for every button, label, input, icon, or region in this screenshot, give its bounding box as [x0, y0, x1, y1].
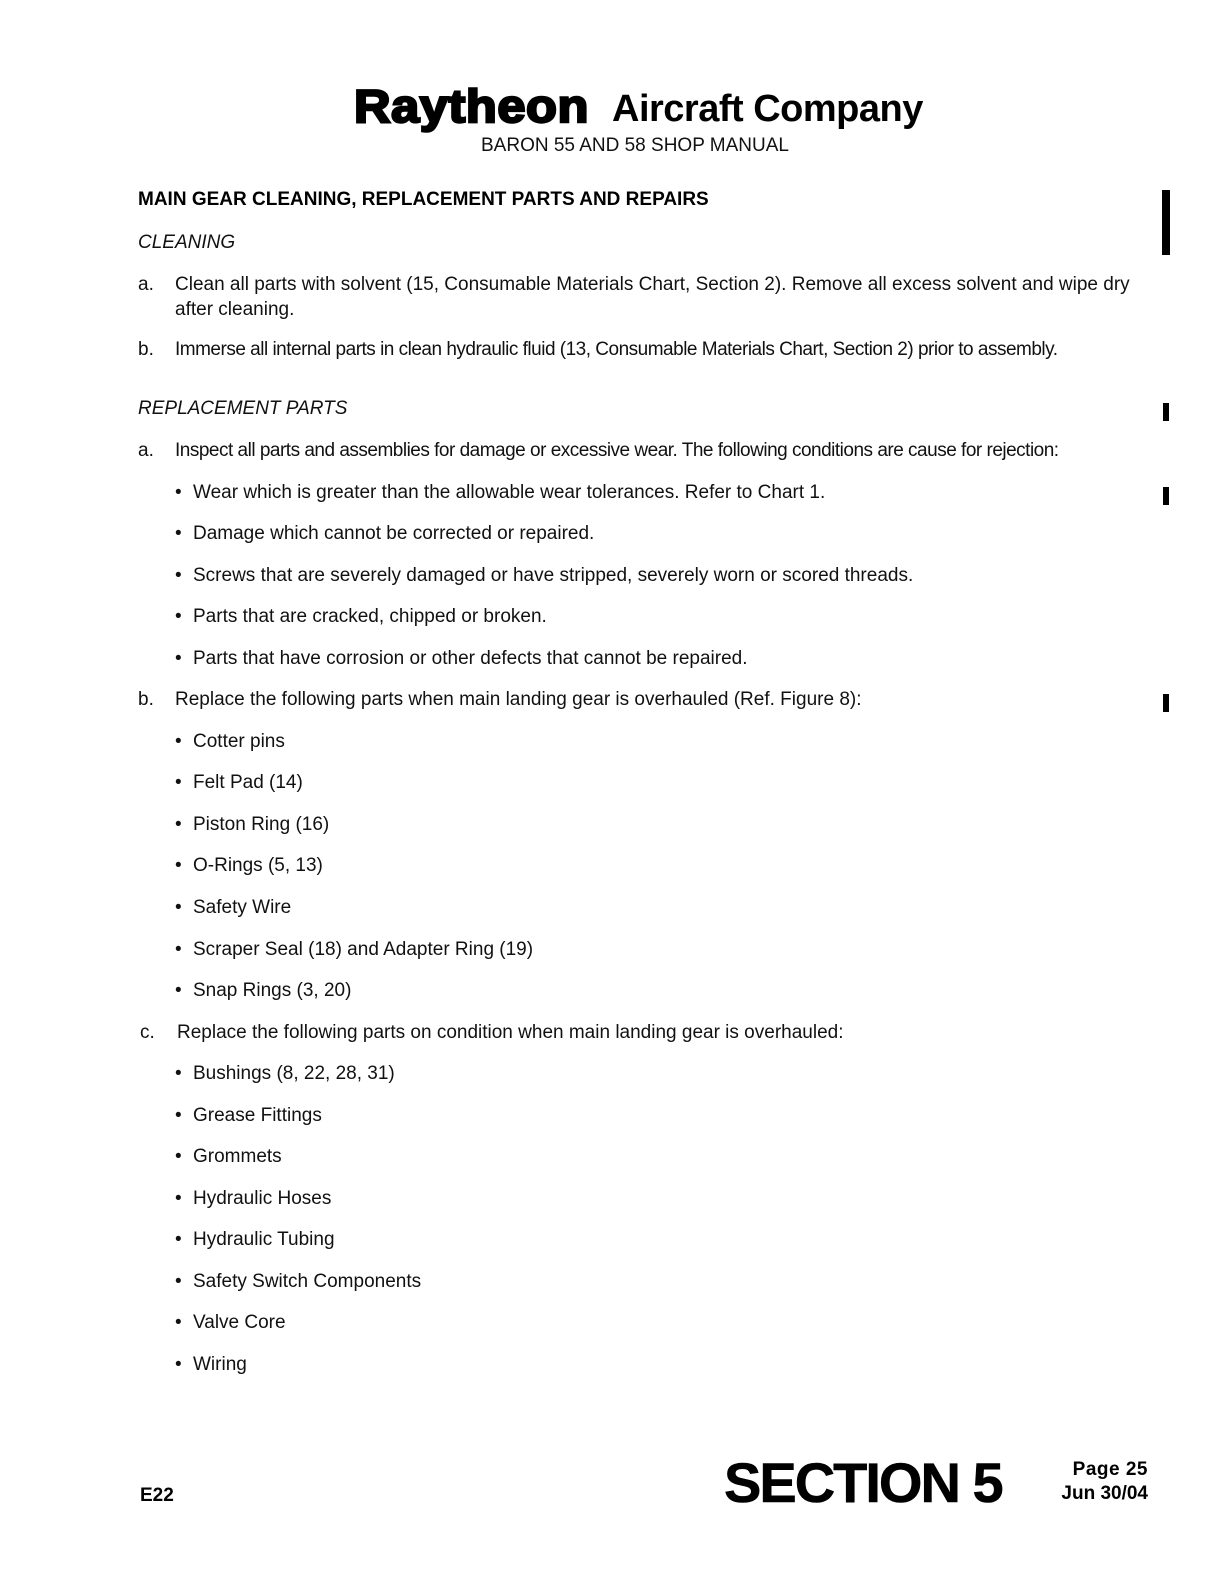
- step-marker: b.: [138, 339, 154, 360]
- list-item-text: • Bushings (8, 22, 28, 31): [193, 1063, 395, 1085]
- list-item-text: • Cotter pins: [193, 730, 285, 752]
- company-name: Aircraft Company: [612, 88, 923, 130]
- list-item-text: • Damage which cannot be corrected or repaired.: [193, 523, 595, 545]
- list-item-text: • Piston Ring (16): [193, 813, 330, 835]
- replacement-step-c: [0, 1021, 1220, 1063]
- list-item: [0, 564, 1220, 606]
- step-marker: a.: [138, 274, 154, 295]
- list-item: [0, 979, 1220, 1021]
- list-item: [0, 1062, 1220, 1104]
- list-item: [0, 605, 1220, 647]
- list-item-text: • Parts that are cracked, chipped or broken.: [193, 606, 547, 628]
- list-item-text: • Hydraulic Hoses: [193, 1187, 332, 1209]
- list-item: [0, 647, 1220, 689]
- raytheon-logo: Raytheon: [354, 80, 589, 132]
- list-item: [0, 771, 1220, 813]
- cleaning-heading: CLEANING: [138, 232, 236, 253]
- list-item-text: • Scraper Seal (18) and Adapter Ring (19): [193, 938, 534, 960]
- list-item-text: • Wear which is greater than the allowable wear tolerances. Refer to Chart 1.: [193, 481, 826, 503]
- list-item: [0, 813, 1220, 855]
- replacement-step-a: [0, 439, 1220, 481]
- step-text: Replace the following parts when main landing gear is overhauled (Ref. Figure 8):: [175, 689, 862, 711]
- step-text: Clean all parts with solvent (15, Consumable Materials Chart, Section 2). Remove all excess solvent and wipe dry after cleaning.: [175, 274, 1130, 320]
- revision-bar: [1162, 190, 1170, 255]
- list-item-text: • Wiring: [193, 1354, 247, 1376]
- replacement-step-b: [0, 688, 1220, 730]
- list-item: [0, 1228, 1220, 1270]
- list-item: [0, 522, 1220, 564]
- list-item-text: • Hydraulic Tubing: [193, 1229, 335, 1251]
- list-item-text: • Safety Switch Components: [193, 1270, 422, 1292]
- step-marker: c.: [140, 1021, 155, 1043]
- manual-title: BARON 55 AND 58 SHOP MANUAL: [481, 135, 789, 156]
- list-item-text: • Safety Wire: [193, 897, 292, 919]
- document-code: E22: [140, 1485, 174, 1506]
- step-marker: a.: [138, 440, 154, 461]
- list-item-text: • Valve Core: [193, 1312, 286, 1334]
- list-item-text: • O-Rings (5, 13): [193, 855, 323, 877]
- list-item: [0, 854, 1220, 896]
- revision-bar: [1163, 403, 1169, 421]
- step-text: Inspect all parts and assemblies for damage or excessive wear. The following conditions are cause for rejection:: [175, 440, 1059, 461]
- step-marker: b.: [138, 689, 154, 711]
- list-item: [0, 481, 1220, 523]
- step-text: Replace the following parts on condition when main landing gear is overhauled:: [177, 1021, 844, 1043]
- list-item-text: • Parts that have corrosion or other defects that cannot be repaired.: [193, 647, 748, 669]
- section-label: SECTION 5: [724, 1451, 1002, 1514]
- list-item-text: • Screws that are severely damaged or have stripped, severely worn or scored threads.: [193, 564, 914, 586]
- list-item: [0, 896, 1220, 938]
- list-item: [0, 1145, 1220, 1187]
- replacement-parts-list: [0, 439, 1220, 1395]
- section-title: MAIN GEAR CLEANING, REPLACEMENT PARTS AND REPAIRS: [138, 189, 709, 210]
- list-item-text: • Grease Fittings: [193, 1104, 322, 1126]
- list-item: [0, 1270, 1220, 1312]
- list-item-text: • Felt Pad (14): [193, 772, 303, 794]
- list-item: [0, 1104, 1220, 1146]
- list-item-text: • Grommets: [193, 1146, 282, 1168]
- page-number: Page 25: [1072, 1459, 1148, 1480]
- list-item: [0, 1187, 1220, 1229]
- step-text: Immerse all internal parts in clean hydraulic fluid (13, Consumable Materials Chart, Section 2) prior to assembly.: [175, 339, 1058, 360]
- revision-date: Jun 30/04: [1061, 1483, 1148, 1504]
- list-item: [0, 730, 1220, 772]
- list-item: [0, 938, 1220, 980]
- list-item-text: • Snap Rings (3, 20): [193, 980, 352, 1002]
- list-item: [0, 1311, 1220, 1353]
- list-item: [0, 1353, 1220, 1395]
- replacement-parts-heading: REPLACEMENT PARTS: [138, 398, 348, 419]
